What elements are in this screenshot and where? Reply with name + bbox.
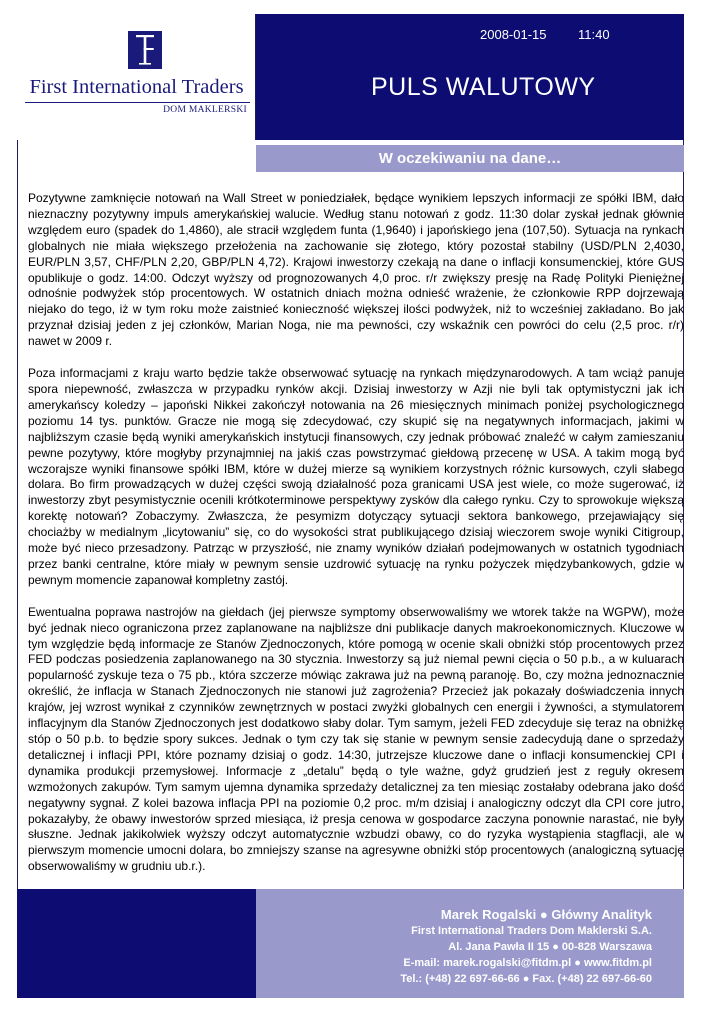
article-subtitle: W oczekiwaniu na dane… [256,145,684,172]
author-name: Marek Rogalski ● Główny Analityk [440,907,652,922]
header-band [256,14,684,140]
company-name: First International Traders [29,76,244,98]
company-subtitle: DOM MAKLERSKI [163,105,247,115]
report-title: PULS WALUTOWY [371,73,596,101]
logo-divider [25,102,250,103]
footer-band-left [17,889,256,998]
contact-email: E-mail: marek.rogalski@fitdm.pl ● www.fitdm.pl [403,957,652,969]
paragraph: Ewentualna poprawa nastrojów na giełdach (jej pierwsze symptomy obserwowaliśmy we wtorek także na WGPW), może być jednak nieco ograniczona przez zaplanowane na najbliższe dni publikacje danych makroekonomicznych. Kluczowe w tym względzie będą informacje ze Stanów Zjednoczonych, które pomogą w ocenie skali obniżki stóp procentowych przez FED podczas posiedzenia zaplanowanego na 30 stycznia. Inwestorzy są już niemal pewni cięcia o 50 p.b., a w kuluarach popularność zyskuje teza o 75 pb., która szczerze mówiąc zakrawa już na pewną paranoję. Bo, czy można jednoznacznie określić, że inflacja w Stanach Zjednoczonych nie stanowi już zagrożenia? Przecież jak pokazały doświadczenia innych krajów, jej wzrost wynikał z czynników zewnętrznych w postaci zwyżki globalnych cen energii i żywności, a stymulatorem inflacyjnym dla Stanów Zjednoczonych jest dodatkowo słaby dolar. Tym samym, jeżeli FED zdecyduje się teraz na obniżkę stóp o 50 p.b. to będzie spory sukces. Jednak o tym czy tak się stanie w pewnym sensie zadecydują dane o sprzedaży detalicznej i inflacji PPI, które poznamy dzisiaj o godz. 14:30, jutrzejsze kluczowe dane o inflacji konsumenckiej CPI i dynamika produkcji przemysłowej. Informacje z „detalu” będą o tyle ważne, gdyż grudzień jest z reguły okresem wzmożonych zakupów. Tym samym ujemna dynamika sprzedaży detalicznej za ten miesiąc zostałaby odebrana jako dość negatywny sygnał. Z kolei bazowa inflacja PPI na poziomie 0,2 proc. m/m dzisiaj i analogiczny odczyt dla CPI core jutro, pokazałyby, że obawy inwestorów sprzed miesiąca, iż presja cenowa w gospodarce zaczyna ponownie narastać, nie były słuszne. Jednak jakikolwiek wyższy odczyt automatycznie wzbudzi obawy, co do ryzyka wystąpienia stagflacji, ale w pierwszym momencie umocni dolara, bo zmniejszy szanse na agresywne obniżki stóp procentowych (analogiczną sytuację obserwowaliśmy w grudniu ub.r.). [28,604,684,874]
contact-phone: Tel.: (+48) 22 697-66-66 ● Fax. (+48) 22 697-66-60 [400,973,652,985]
paragraph: Pozytywne zamknięcie notowań na Wall Street w poniedziałek, będące wynikiem lepszych informacji ze spółki IBM, dało nieznaczny pozytywny impuls amerykańskiej walucie. Według stanu notowań z godz. 11:30 dolar zyskał jednak głównie względem euro (spadek do 1,4860), ale stracił względem funta (1,9640) i japońskiego jena (107,50). Sytuacja na rynkach globalnych nie miała większego przełożenia na zachowanie się złotego, który pozostał stabilny (USD/PLN 2,4030, EUR/PLN 3,57, CHF/PLN 2,20, GBP/PLN 4,72). Krajowi inwestorzy czekają na dane o inflacji konsumenckiej, które GUS opublikuje o godz. 14:00. Odczyt wyższy od prognozowanych 4,0 proc. r/r zwiększy presję na Radę Polityki Pieniężnej odnośnie podwyżek stóp procentowych. W ostatnich dniach można odnieść wrażenie, że członkowie RPP dojrzewają niejako do tego, iż w tym roku może zaistnieć konieczność większej ilości podwyżek, niż to wcześniej zakładano. Bo jak przyznał dzisiaj jeden z jej członków, Marian Noga, nie ma pewności, czy wskaźnik cen powróci do celu (2,5 proc. r/r) nawet w 2009 r. [28,191,684,349]
report-date: 2008-01-15 [480,27,547,42]
address: Al. Jana Pawła II 15 ● 00-828 Warszawa [448,941,652,953]
fit-monogram-icon [128,31,162,69]
footer-contact [256,889,684,998]
paragraph: Poza informacjami z kraju warto będzie także obserwować sytuację na rynkach międzynarodowych. A tam wciąż panuje spora niepewność, zwłaszcza w przypadku rynków akcji. Dzisiaj inwestorzy w Azji nie byli tak optymistyczni jak ich amerykańscy koledzy – japoński Nikkei zakończył notowania na 26 miesięcznych minimach poniżej psychologicznego poziomu 14 tys. punktów. Gracze nie mogą się zdecydować, czy skupić się na negatywnych informacjach, jakimi w najbliższym czasie będą wyniki amerykańskich instytucji finansowych, czy jednak próbować znaleźć w całym zamieszaniu pewne pozytywy, które mogłyby przynajmniej na jakiś czas powstrzymać giełdową przecenę w USA. A takim mogą być wczorajsze wyniki finansowe spółki IBM, które w dużej mierze są wynikiem korzystnych różnic kursowych, czyli słabego dolara. Bo firm prowadzących w dużej części swoją działalność poza granicami USA jest wiele, co może sugerować, iż inwestorzy zbyt pesymistycznie ocenili krótkoterminowe perspektywy zysków dla całego rynku. Czy to sprowokuje większą korektę notowań? Zobaczymy. Zwłaszcza, że pesymizm dotyczący sytuacji sektora bankowego, przejawiający się chociażby w medialnym „licytowaniu” się, co do wysokości strat publikującego dzisiaj wieczorem swoje wyniki Citigroup, może być nieco przesadzony. Patrząc w przyszłość, nie znamy wyników działań podejmowanych w ostatnich tygodniach przez banki centralne, które miały w pewnym sensie uzdrowić sytuację na rynku pożyczek międzybankowych, gdzie w pewnym momencie zapanował kompletny zastój. [28,366,684,587]
company-logo [17,14,256,140]
report-time: 11:40 [578,27,610,42]
article-body [28,191,684,891]
company-full-name: First International Traders Dom Maklerski S.A. [411,925,652,937]
